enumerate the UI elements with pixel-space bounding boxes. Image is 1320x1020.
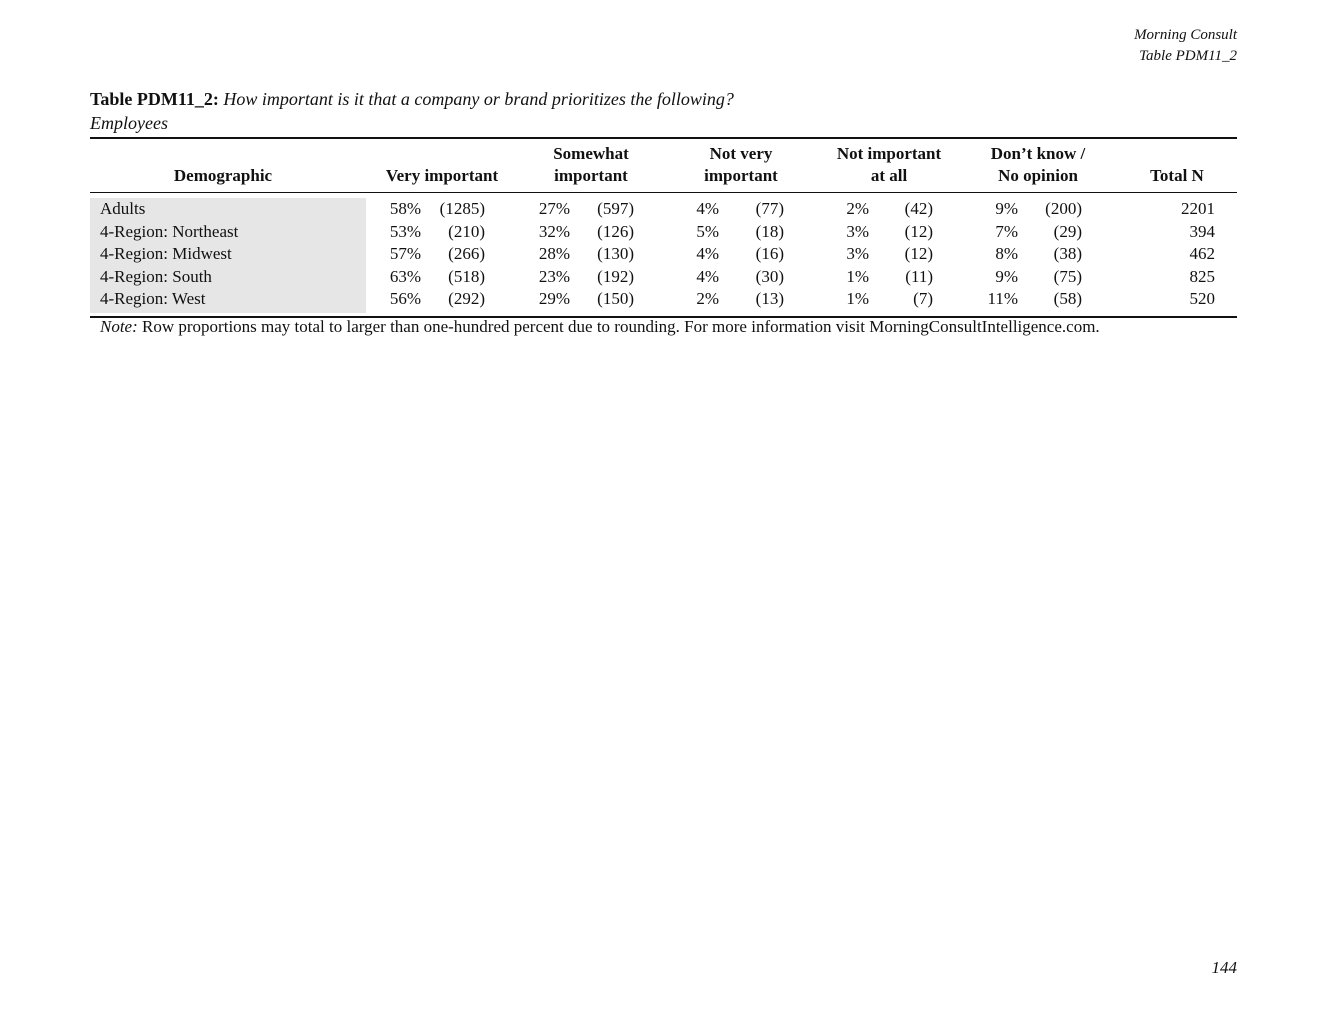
dont-know-count: (38) [1053,244,1082,264]
not-important-at-all-percent: 1% [846,289,869,309]
somewhat-important-count: (192) [597,266,634,286]
very-important-count: (1285) [439,199,485,218]
not-important-at-all-count: (7) [913,289,933,309]
not-important-at-all-count: (11) [905,266,933,286]
header-dont-know: Don’t know / No opinion [990,144,1086,185]
not-important-at-all-percent: 3% [846,221,869,241]
not-very-important-percent: 5% [696,221,719,241]
not-very-important-percent: 2% [696,289,719,309]
very-important-count: (518) [448,266,485,286]
not-important-at-all-percent: 1% [846,266,869,286]
dont-know-percent: 9% [995,199,1018,218]
very-important-percent: 58% [389,199,421,218]
somewhat-important-count: (150) [597,289,634,309]
somewhat-important-percent: 27% [538,199,570,218]
publisher-name: Morning Consult [1134,27,1237,43]
not-very-important-count: (30) [755,266,784,286]
header-not-important-at-all: Not important at all [836,144,942,185]
somewhat-important-percent: 23% [538,266,570,286]
not-very-important-percent: 4% [696,244,719,264]
not-important-at-all-percent: 2% [846,199,869,218]
table-top-rule [90,137,1237,139]
very-important-percent: 57% [389,244,421,264]
table-header-rule [90,192,1237,193]
somewhat-important-percent: 29% [538,289,570,309]
header-demographic: Demographic [173,166,273,185]
somewhat-important-percent: 28% [538,244,570,264]
somewhat-important-percent: 32% [538,221,570,241]
note-label: Note: [100,317,138,336]
header-not-very-important: Not very important [704,144,778,185]
not-very-important-count: (18) [755,221,784,241]
very-important-percent: 53% [389,221,421,241]
not-important-at-all-percent: 3% [846,244,869,264]
header-somewhat-important: Somewhat important [553,144,629,185]
very-important-count: (266) [448,244,485,264]
not-important-at-all-count: (12) [904,221,933,241]
total-n-value: 462 [1189,244,1215,264]
dont-know-percent: 7% [995,221,1018,241]
caption-subtitle: Employees [90,113,168,133]
row-label: 4-Region: West [100,289,206,309]
header-very-important: Very important [385,166,499,185]
note-text: Row proportions may total to larger than one-hundred percent due to rounding. For more information visit MorningConsultIntelligence.com. [142,317,1100,336]
not-very-important-count: (16) [755,244,784,264]
very-important-count: (292) [448,289,485,309]
total-n-value: 520 [1189,289,1215,309]
row-label: Adults [100,199,146,218]
dont-know-percent: 11% [987,289,1018,309]
dont-know-count: (58) [1053,289,1082,309]
very-important-percent: 63% [389,266,421,286]
table-note [100,316,1100,338]
dont-know-count: (29) [1053,221,1082,241]
page-number: 144 [1211,958,1237,977]
somewhat-important-count: (130) [597,244,634,264]
row-label: 4-Region: South [100,266,212,286]
table-caption [90,87,734,135]
very-important-percent: 56% [389,289,421,309]
table-id: Table PDM11_2 [1139,48,1237,64]
not-very-important-percent: 4% [696,199,719,218]
total-n-value: 394 [1189,221,1215,241]
total-n-value: 825 [1189,266,1215,286]
not-important-at-all-count: (12) [904,244,933,264]
caption-label: Table PDM11_2: [90,89,219,109]
dont-know-percent: 8% [995,244,1018,264]
total-n-value: 2201 [1181,199,1215,218]
dont-know-percent: 9% [995,266,1018,286]
header-total-n: Total N [1150,166,1204,185]
somewhat-important-count: (126) [597,221,634,241]
not-very-important-percent: 4% [696,266,719,286]
running-head [1134,25,1237,67]
somewhat-important-count: (597) [597,199,634,218]
not-very-important-count: (77) [755,199,784,218]
caption-question: How important is it that a company or brand prioritizes the following? [223,89,734,109]
dont-know-count: (200) [1045,199,1082,218]
row-label: 4-Region: Midwest [100,244,232,264]
row-label: 4-Region: Northeast [100,221,239,241]
very-important-count: (210) [448,221,485,241]
dont-know-count: (75) [1053,266,1082,286]
not-important-at-all-count: (42) [904,199,933,218]
not-very-important-count: (13) [755,289,784,309]
